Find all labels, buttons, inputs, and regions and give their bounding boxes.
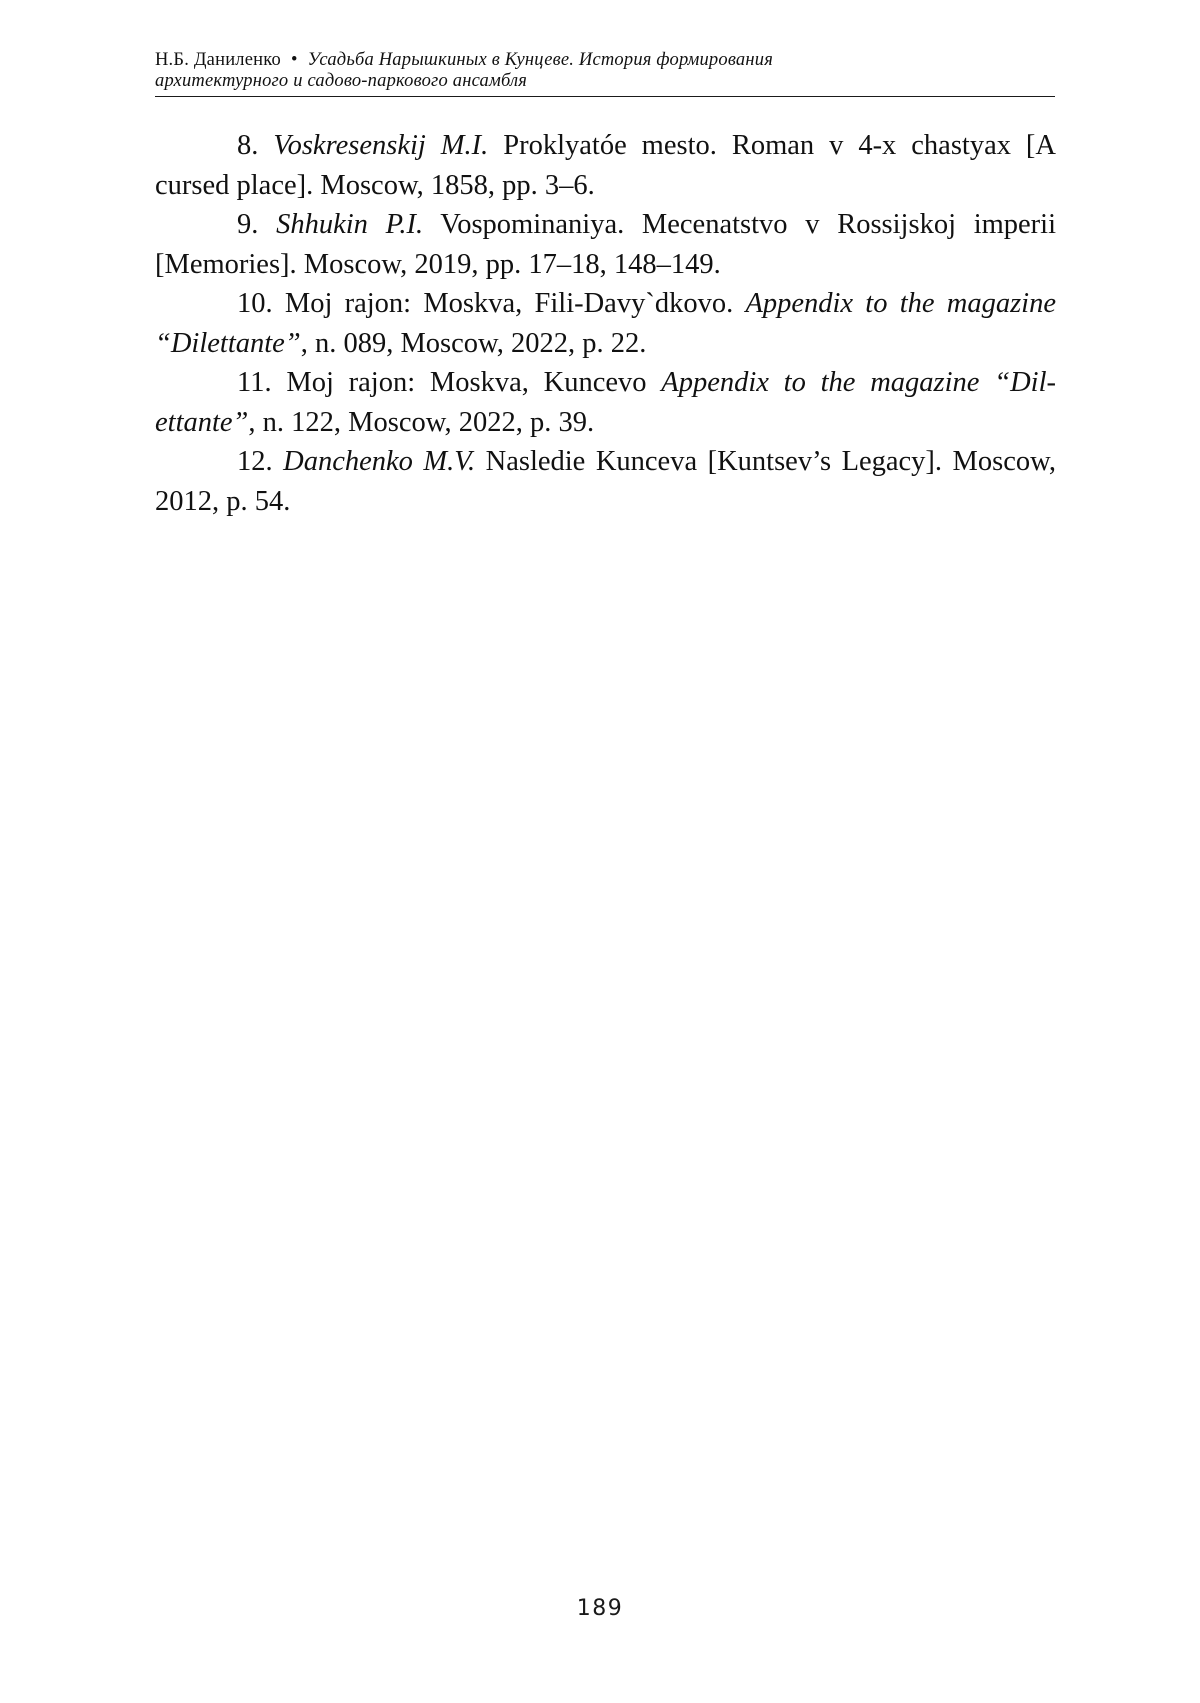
reference-number: 8. — [237, 130, 259, 161]
reference-text: Moj rajon: Moskva, Fili-Davy`dkovo. — [272, 288, 746, 319]
header-title-line-2: архитектурного и садово-паркового ансамбля — [155, 71, 528, 91]
reference-text-tail: , n. 089, Moscow, 2022, p. 22. — [300, 327, 647, 359]
reference-number: 10. — [237, 288, 273, 319]
reference-item-12 — [155, 442, 1056, 521]
reference-italic-source: Appendix to the magazine “Dilettante” — [155, 367, 1057, 438]
reference-list — [155, 126, 1056, 521]
reference-author: Danchenko M.V. — [283, 446, 476, 477]
reference-text-tail: , n. 122, Moscow, 2022, p. 39. — [248, 406, 595, 438]
reference-item-9 — [155, 205, 1056, 284]
reference-item-8 — [155, 126, 1056, 205]
reference-number: 9. — [237, 209, 259, 240]
reference-italic-source: Appendix to the magazine “Dilettante” — [155, 288, 1056, 359]
running-header — [155, 50, 1055, 97]
reference-number: 11. — [237, 367, 272, 398]
reference-text: Moj rajon: Moskva, Kuncevo — [271, 367, 662, 398]
reference-text: Vospominaniya. Mecenatstvo v Rossijskoj imperii [Memories]. Moscow, 2019, pp. 17–18, 148–149. — [155, 209, 1057, 280]
reference-item-11 — [155, 363, 1056, 442]
reference-text: Proklyatóe mesto. Roman v 4-x chastyax [A cursed place]. Moscow, 1858, pp. 3–6. — [155, 130, 1057, 201]
reference-author: Shhukin P.I. — [276, 209, 424, 240]
reference-item-10 — [155, 284, 1056, 363]
header-title-line-1: Усадьба Нарышкиных в Кунцеве. История формирования — [307, 50, 774, 70]
header-author: Н.Б. Даниленко — [155, 50, 281, 70]
reference-text: Nasledie Kunceva [Kuntsev’s Legacy]. Moscow, 2012, p. 54. — [155, 446, 1056, 517]
page-number: 189 — [576, 1596, 624, 1621]
reference-number: 12. — [237, 446, 273, 477]
reference-author: Voskresenskij M.I. — [273, 130, 489, 161]
header-separator: • — [290, 50, 298, 70]
running-header-line-1 — [155, 50, 1055, 71]
